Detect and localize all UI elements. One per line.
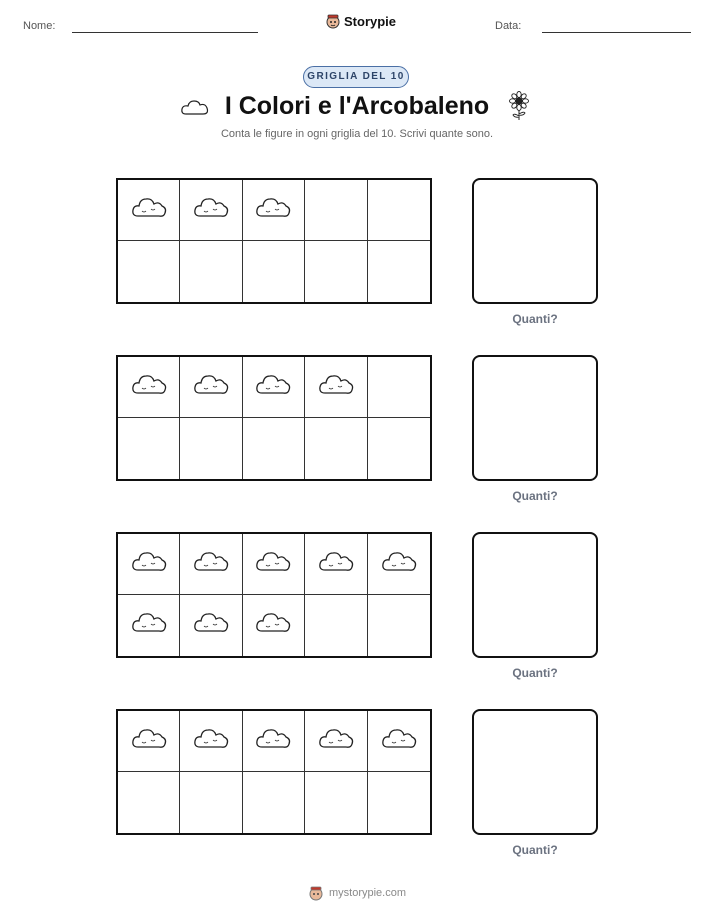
frame-cell: [180, 418, 242, 479]
storypie-logo-icon: [325, 13, 341, 29]
brand: [325, 13, 396, 29]
frame-cell: [118, 357, 180, 418]
frame-cell: [180, 595, 242, 656]
name-write-line[interactable]: [72, 32, 258, 33]
frame-cell: [305, 772, 367, 833]
frame-cell: [243, 180, 305, 241]
frame-cell: [118, 241, 180, 302]
frame-cell: [305, 711, 367, 772]
frame-cell: [368, 241, 430, 302]
frame-cell: [368, 595, 430, 656]
frame-cell: [118, 418, 180, 479]
frame-cell: [368, 534, 430, 595]
worksheet-type-badge: GRIGLIA DEL 10: [303, 66, 409, 88]
cloud-icon: [192, 194, 230, 227]
date-label: Data:: [495, 20, 522, 32]
cloud-icon: [317, 548, 355, 581]
frame-cell: [118, 711, 180, 772]
answer-box[interactable]: [472, 355, 598, 481]
frame-cell: [243, 241, 305, 302]
cloud-icon: [254, 609, 292, 642]
frame-cell: [368, 180, 430, 241]
brand-name: Storypie: [344, 13, 397, 29]
ten-frame: [116, 532, 432, 658]
date-write-line[interactable]: [542, 32, 691, 33]
frame-cell: [368, 772, 430, 833]
cloud-icon: [192, 725, 230, 758]
cloud-icon: [254, 725, 292, 758]
frame-cell: [243, 357, 305, 418]
frame-cell: [180, 241, 242, 302]
frame-cell: [368, 711, 430, 772]
frame-cell: [180, 711, 242, 772]
cloud-icon: [254, 548, 292, 581]
frame-cell: [180, 772, 242, 833]
instructions: Conta le figure in ogni griglia del 10. Scrivi quante sono.: [220, 128, 494, 140]
cloud-icon: [317, 725, 355, 758]
frame-cell: [118, 595, 180, 656]
cloud-icon: [130, 194, 168, 227]
frame-cell: [305, 595, 367, 656]
name-label: Nome:: [23, 20, 56, 32]
cloud-icon: [380, 548, 418, 581]
cloud-icon: [192, 548, 230, 581]
answer-label: Quanti?: [512, 489, 558, 503]
cloud-icon: [130, 609, 168, 642]
frame-cell: [118, 534, 180, 595]
frame-cell: [368, 418, 430, 479]
frame-cell: [180, 534, 242, 595]
ten-frame: [116, 355, 432, 481]
frame-cell: [305, 357, 367, 418]
cloud-icon: [130, 548, 168, 581]
storypie-logo-icon: [308, 885, 324, 901]
cloud-icon: [130, 371, 168, 404]
cloud-icon: [254, 194, 292, 227]
frame-cell: [305, 180, 367, 241]
page-title: I Colori e l'Arcobaleno: [224, 92, 490, 120]
cloud-icon: [254, 371, 292, 404]
answer-label: Quanti?: [512, 666, 558, 680]
frame-cell: [243, 534, 305, 595]
frame-cell: [243, 772, 305, 833]
frame-cell: [243, 595, 305, 656]
answer-box[interactable]: [472, 709, 598, 835]
frame-cell: [180, 357, 242, 418]
frame-cell: [243, 711, 305, 772]
frame-cell: [118, 772, 180, 833]
answer-box[interactable]: [472, 532, 598, 658]
frame-cell: [118, 180, 180, 241]
frame-cell: [368, 357, 430, 418]
footer-site: mystorypie.com: [328, 887, 407, 899]
frame-cell: [305, 534, 367, 595]
answer-label: Quanti?: [512, 312, 558, 326]
frame-cell: [243, 418, 305, 479]
frame-cell: [305, 418, 367, 479]
frame-cell: [180, 180, 242, 241]
cloud-icon: [192, 609, 230, 642]
answer-label: Quanti?: [512, 843, 558, 857]
cloud-icon: [130, 725, 168, 758]
sunflower-icon: [507, 91, 531, 121]
frame-cell: [305, 241, 367, 302]
cloud-icon: [380, 725, 418, 758]
answer-box[interactable]: [472, 178, 598, 304]
footer: [0, 885, 714, 901]
cloud-icon: [317, 371, 355, 404]
ten-frame: [116, 709, 432, 835]
ten-frame: [116, 178, 432, 304]
cloud-icon: [192, 371, 230, 404]
